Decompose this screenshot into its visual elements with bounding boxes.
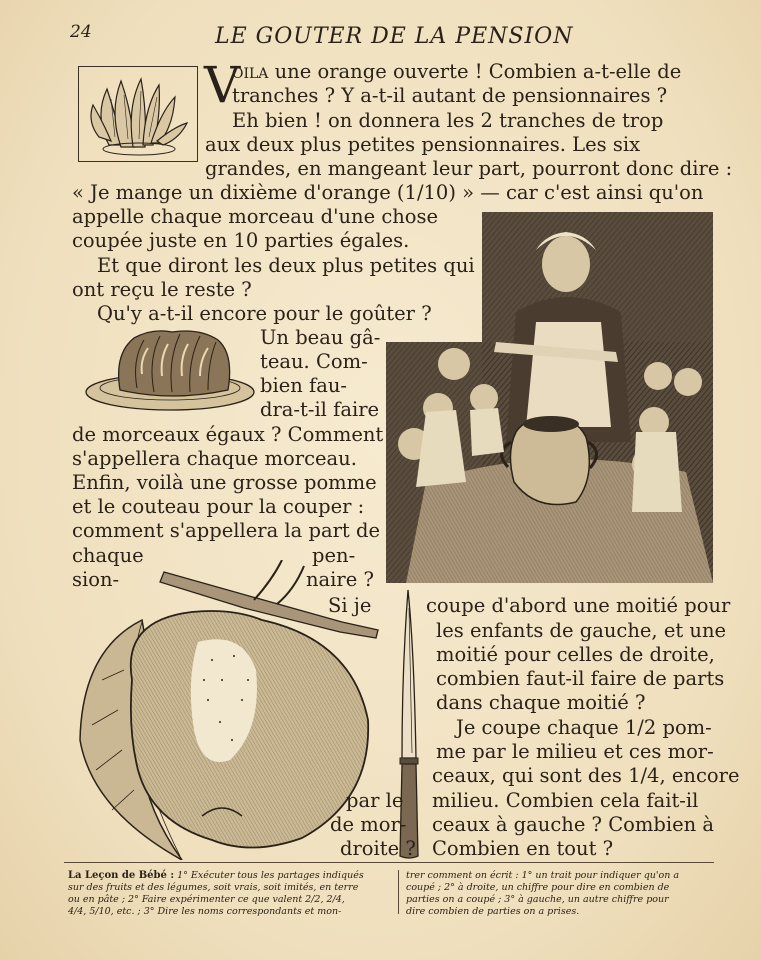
text-line: Combien en tout ? [432,837,614,860]
footer-left-line: sur des fruits et des légumes, soit vrais, soit imités, en terre [68,882,359,893]
text-line: tranches ? Y a-t-il autant de pensionnaires ? [232,84,668,107]
cake-illustration [82,324,258,416]
text-line: moitié pour celles de droite, [436,643,715,666]
text-line: chaque [72,544,144,567]
text-line: teau. Com- [260,350,368,373]
text-line: Je coupe chaque 1/2 pom- [456,716,712,739]
text-line: Un beau gâ- [260,326,381,349]
text-line: aux deux plus petites pensionnaires. Les six [205,133,641,156]
footer-label: La Leçon de Bébé : [68,870,175,881]
text-line: pen- [312,544,356,567]
text-line: par le [346,789,404,812]
footer-right-line: parties on a coupé ; 3° à gauche, un autre chiffre pour [406,894,669,905]
drop-cap: V [204,56,241,114]
text-line: Enfin, voilà une grosse pomme [72,471,377,494]
footer-column-divider [398,870,399,914]
text-line: Qu'y a-t-il encore pour le goûter ? [97,302,432,325]
text-line: coupée juste en 10 parties égales. [72,229,410,252]
text-line: s'appellera chaque morceau. [72,447,357,470]
text-line: Si je [328,594,372,617]
text-line: bien fau- [260,374,348,397]
footer-left-line: La Leçon de Bébé : 1° Exécuter tous les partages indiqués [68,870,364,881]
page-title: LE GOUTER DE LA PENSION [215,24,574,49]
text-line: appelle chaque morceau d'une chose [72,205,439,228]
text-line: et le couteau pour la couper : [72,495,365,518]
text-line: les enfants de gauche, et une [436,619,727,642]
engraving-teacher-and-children [386,212,713,583]
footer-right-line: dire combien de parties on a prises. [406,906,580,917]
text-line: combien faut-il faire de parts [436,667,725,690]
text-line: de morceaux égaux ? Comment [72,423,384,446]
footer-right-line: trer comment on écrit : 1° un trait pour indiquer qu'on a [406,870,680,881]
text-line: grandes, en mangeant leur part, pourront donc dire : [205,157,733,180]
text-line: Et que diront les deux plus petites qui [97,254,475,277]
text-line: sion- [72,568,120,591]
orange-illustration [78,66,198,162]
text-line: naire ? [306,568,374,591]
text-line: de mor- [330,813,407,836]
text-line: ceaux à gauche ? Combien à [432,813,714,836]
text-line: coupe d'abord une moitié pour [426,594,731,617]
text-line: ceaux, qui sont des 1/4, encore [432,764,740,787]
text-line: me par le milieu et ces mor- [436,740,714,763]
text-line: droite ? [340,837,416,860]
small-caps-lead: oila [232,60,269,83]
text-line: « Je mange un dixième d'orange (1/10) » — car c'est ainsi qu'on [72,181,704,204]
footer-left-line: ou en pâte ; 2° Faire expérimenter ce que valent 2/2, 2/4, [68,894,345,905]
page-number: 24 [70,22,92,42]
text-line: dra-t-il faire [260,398,380,421]
text-line: Eh bien ! on donnera les 2 tranches de trop [232,109,664,132]
footer-right-line: coupé ; 2° à droite, un chiffre pour dire en combien de [406,882,670,893]
text-line: dans chaque moitié ? [436,691,646,714]
text-line: ont reçu le reste ? [72,278,252,301]
text-line: comment s'appellera la part de [72,519,380,542]
text-line: oila une orange ouverte ! Combien a-t-elle de [232,60,682,83]
footer-left-line: 4/4, 5/10, etc. ; 3° Dire les noms correspondants et mon- [68,906,342,917]
text-line: milieu. Combien cela fait-il [432,789,699,812]
footer-divider [64,862,714,863]
